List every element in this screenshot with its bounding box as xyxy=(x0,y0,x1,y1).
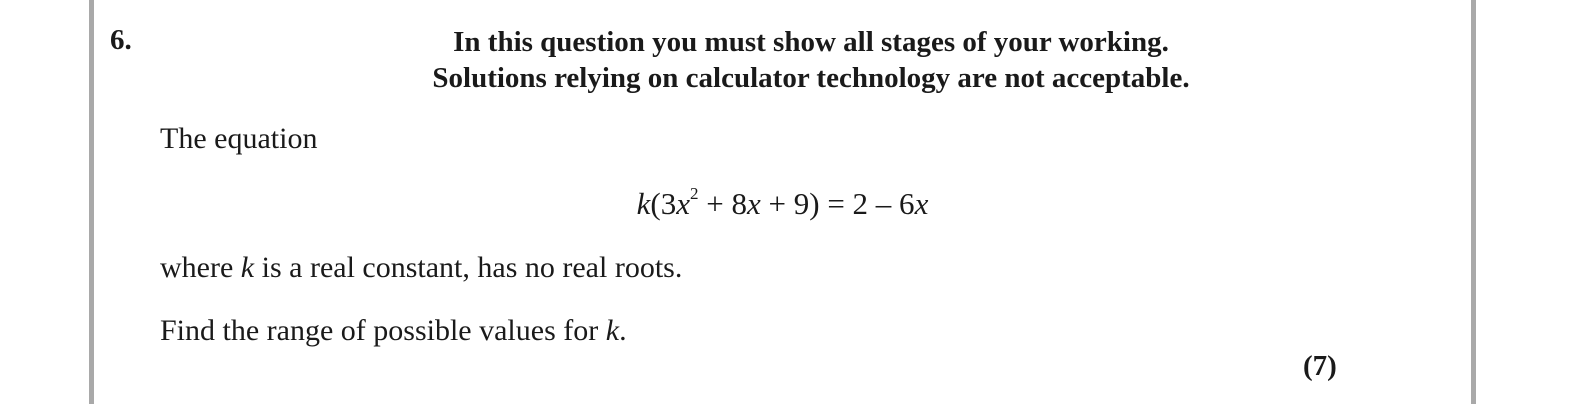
equation-k: k xyxy=(636,186,651,221)
equation-rest: + 9) = 2 – 6 xyxy=(760,186,915,221)
instruction-line-1: In this question you must show all stages of your working. xyxy=(453,26,1169,58)
equation-open: (3 xyxy=(650,186,677,221)
equation-middle: + 8 xyxy=(698,186,747,221)
equation-x3: x xyxy=(914,186,929,221)
task-text xyxy=(160,314,627,348)
condition-variable: k xyxy=(240,251,255,284)
question-number: 6. xyxy=(110,24,132,56)
instruction-line-2: Solutions relying on calculator technology are not acceptable. xyxy=(432,62,1190,94)
task-variable: k xyxy=(605,314,620,347)
task-before: Find the range of possible values for xyxy=(160,314,606,347)
condition-after: is a real constant, has no real roots. xyxy=(254,251,683,284)
marks: (7) xyxy=(1303,350,1337,382)
condition-before: where xyxy=(160,251,241,284)
intro-text: The equation xyxy=(160,122,318,155)
equation-x1: x xyxy=(676,186,691,221)
instructions xyxy=(94,24,1528,96)
task-after: . xyxy=(619,314,627,347)
condition-text xyxy=(160,251,682,285)
equation-exponent: 2 xyxy=(690,183,699,203)
equation-x2: x xyxy=(747,186,761,221)
equation xyxy=(94,183,1471,222)
